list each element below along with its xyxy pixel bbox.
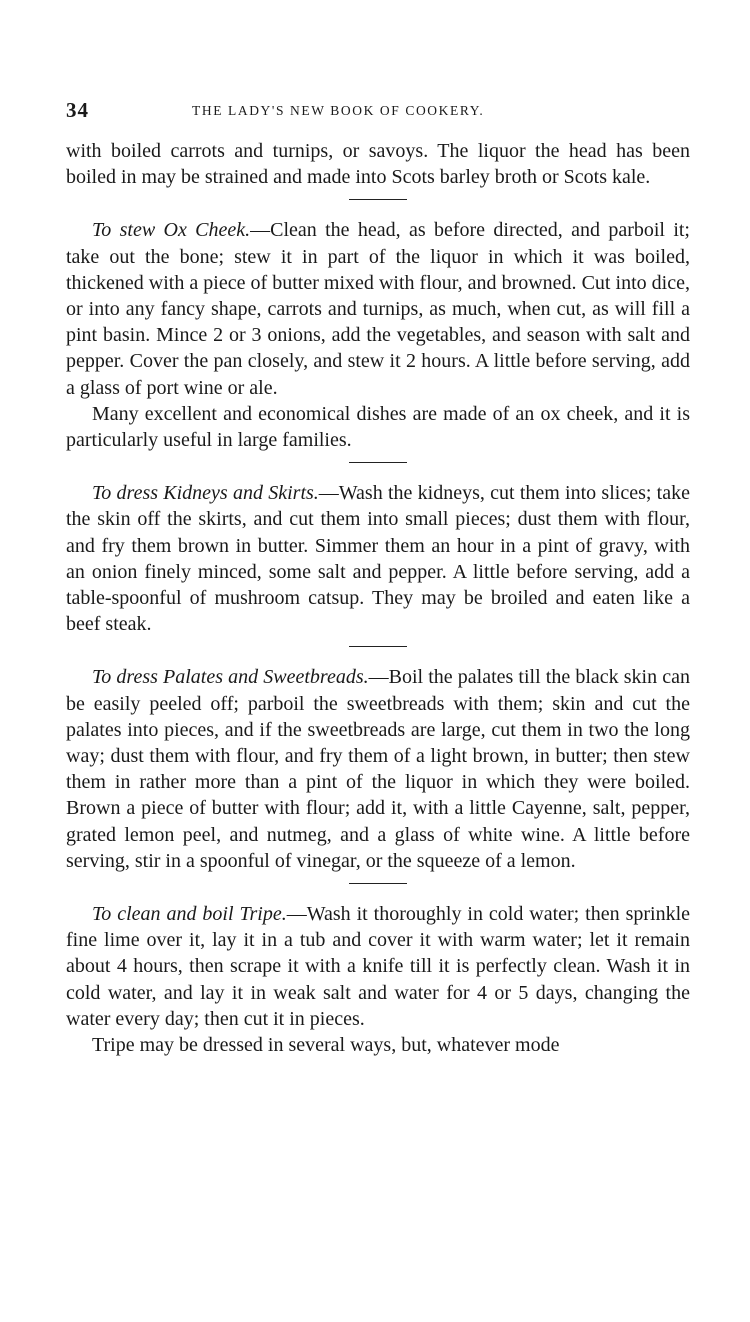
section-divider <box>349 646 407 647</box>
intro-paragraph: with boiled carrots and turnips, or savoys. The liquor the head has been boiled in may be strained and made into Scots barley broth or Scots kale. <box>66 140 690 189</box>
recipe-note: Tripe may be dressed in several ways, but, whatever mode <box>92 1034 560 1057</box>
page-header <box>66 98 690 126</box>
recipe-note: Many excellent and economical dishes are made of an ox cheek, and it is particularly useful in large families. <box>66 402 690 452</box>
running-title: THE LADY'S NEW BOOK OF COOKERY. <box>192 103 485 118</box>
recipe-text: —Wash it thoroughly in cold water; then sprinkle fine lime over it, lay it in a tub and cover it with warm water; let it remain about 4 hours, then scrape it with a knife till it is perfectly clean. Wash it in cold water, and lay it in weak salt and water for 4 or 5 days, changing the water every day; then cut it in pieces. <box>66 903 690 1030</box>
recipe-palates <box>66 664 690 874</box>
recipe-title: To dress Kidneys and Skirts. <box>92 482 319 505</box>
recipe-title: To dress Palates and Sweetbreads. <box>92 666 369 689</box>
recipe-title: To stew Ox Cheek. <box>92 219 251 242</box>
page-number: 34 <box>66 98 89 122</box>
page-body <box>66 138 690 1058</box>
recipe-text: —Clean the head, as before directed, and parboil it; take out the bone; stew it in part of the liquor in which it was boiled, thickened with a piece of butter mixed with flour, and browned. Cut into dice, or into any fancy shape, carrots and turnips, as much, when cut, as will fill a pint basin. Mince 2 or 3 onions, add the vegetables, and season with salt and pepper. Cover the pan closely, and stew it 2 hours. A little before serving, add a glass of port wine or ale. <box>66 219 690 399</box>
section-divider <box>349 883 407 884</box>
recipe-text: —Boil the palates till the black skin can be easily peeled off; parboil the sweetbreads with them; skin and cut the palates into pieces, and if the sweetbreads are large, cut them in two the long way; dust them with flour, and fry them of a light brown, in butter; then stew them in rather more than a pint of the liquor in which they were boiled. Brown a piece of butter with flour; add it, with a little Cayenne, salt, pepper, grated lemon peel, and nutmeg, and a glass of white wine. A little before serving, stir in a spoonful of vinegar, or the squeeze of a lemon. <box>66 666 690 872</box>
recipe-ox-cheek <box>66 217 690 400</box>
recipe-kidneys <box>66 480 690 637</box>
section-divider <box>349 462 407 463</box>
recipe-text: —Wash the kidneys, cut them into slices; take the skin off the skirts, and cut them into small pieces; dust them with flour, and fry them brown in butter. Simmer them an hour in a pint of gravy, with an onion finely minced, some salt and pepper. A little before serving, add a table-spoonful of mushroom catsup. They may be broiled and eaten like a beef steak. <box>66 482 690 636</box>
recipe-tripe <box>66 901 690 1032</box>
recipe-title: To clean and boil Tripe. <box>92 903 287 926</box>
section-divider <box>349 199 407 200</box>
